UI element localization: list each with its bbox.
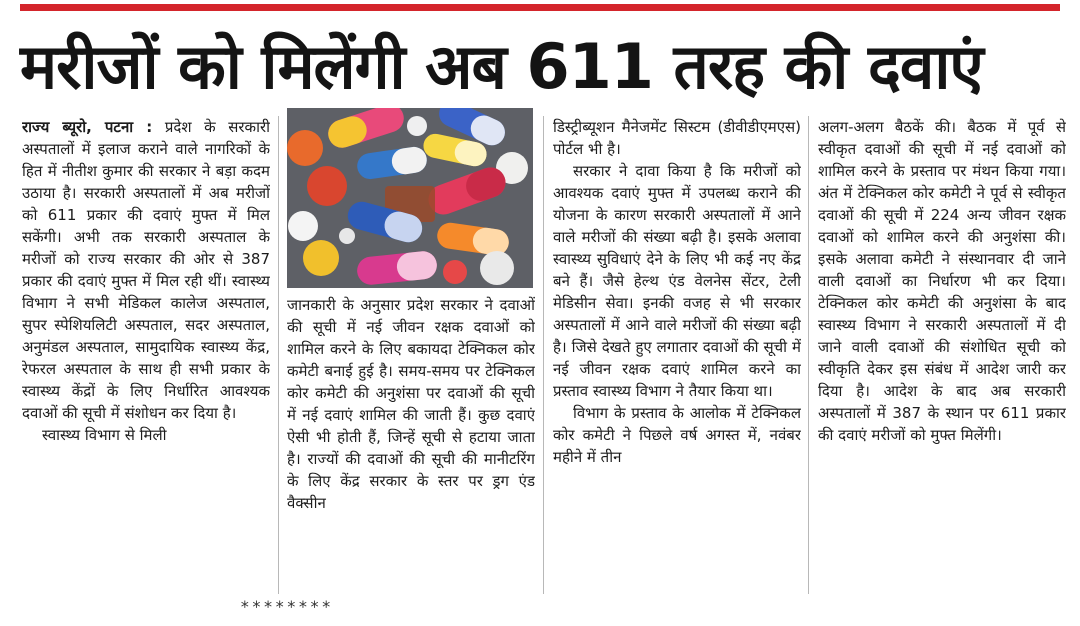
- paragraph-text: प्रदेश के सरकारी अस्पतालों में इलाज कराने वाले नागरिकों के हित में नीतीश कुमार की सरकार ने बड़ा कदम उठाया है। सरकारी अस्पतालों में अब मरीजों को 611 प्रकार की दवाएं मुफ्त में मिल सकेंगी। अभी तक सरकारी अस्पताल के मरीजों को राज्य सरकार की ओर से 387 प्रकार की दवाएं मुफ्त में मिल रही थीं। स्वास्थ्य विभाग ने सभी मेडिकल कालेज अस्पताल, सुपर स्पेशियलिटी अस्पताल, सदर अस्पताल, अनुमंडल अस्पताल, सामुदायिक स्वास्थ्य केंद्र, रेफरल अस्पताल के साथ ही सभी प्रकार के स्वास्थ्य केंद्रों के लिए निर्धारित आवश्यक दवाओं की सूची में संशोधन कर दिया है।: [22, 118, 270, 422]
- article-paragraph: अलग-अलग बैठकें की। बैठक में पूर्व से स्वीकृत दवाओं की सूची में नई दवाओं को शामिल करने के प्रस्ताव पर मंथन किया गया। अंत में टेक्निकल कोर कमेटी ने पूर्व से स्वीकृत दवाओं की सूची में 224 अन्य जीवन रक्षक दवाओं को शामिल करने की अनुशंसा की। इसके अलावा कमेटी ने संस्थानवार दी जाने वाली दवाओं का निर्धारण भी कर दिया। टेक्निकल कोर कमेटी की अनुशंसा के बाद स्वास्थ्य विभाग ने सरकारी अस्पतालों में दी जाने वाली दवाओं की संशोधित सूची को स्वीकृति देकर इस संबंध में आदेश जारी कर दिया है। आदेश के बाद अब सरकारी अस्पतालों में 387 के स्थान पर 611 प्रकार की दवाएं मरीजों को मुफ्त मिलेंगी।: [818, 118, 1066, 444]
- end-separator: ********: [240, 597, 334, 616]
- article-paragraph: डिस्ट्रीब्यूशन मैनेजमेंट सिस्टम (डीवीडीएमएस) पोर्टल भी है।: [553, 118, 801, 158]
- article-paragraph: स्वास्थ्य विभाग से मिली: [42, 426, 167, 444]
- headline: मरीजों को मिलेंगी अब 611 तरह की दवाएं: [20, 30, 983, 103]
- article-column-1: [22, 116, 270, 596]
- top-red-rule: [20, 4, 1060, 11]
- article-paragraph: विभाग के प्रस्ताव के आलोक में टेक्निकल कोर कमेटी ने पिछले वर्ष अगस्त में, नवंबर महीने में तीन: [553, 404, 801, 466]
- article-paragraph: [22, 116, 270, 424]
- byline: राज्य ब्यूरो, पटना :: [22, 118, 153, 136]
- article-paragraph: जानकारी के अनुसार प्रदेश सरकार ने दवाओं की सूची में नई जीवन रक्षक दवाओं को शामिल करने के लिए बकायदा टेक्निकल कोर कमेटी बनाई हुई है। समय-समय पर टेक्निकल कोर कमेटी की अनुशंसा पर दवाओं की सूची में नई दवाएं शामिल की जाती हैं। कुछ दवाएं ऐसी भी होती हैं, जिन्हें सूची से हटाया जाता है। राज्यों की दवाओं की सूची की मानीटरिंग के लिए केंद्र सरकार के स्तर पर ड्रग एंड वैक्सीन: [287, 296, 535, 512]
- column-divider: [543, 116, 544, 594]
- article-column-4: [818, 116, 1066, 596]
- article-column-3: [553, 116, 801, 596]
- medicine-pills-photo: [287, 108, 533, 288]
- article-column-2: [287, 294, 535, 596]
- pills-illustration: [287, 108, 533, 288]
- column-divider: [278, 116, 279, 594]
- column-divider: [808, 116, 809, 594]
- article-paragraph: सरकार ने दावा किया है कि मरीजों को आवश्यक दवाएं मुफ्त में उपलब्ध कराने की योजना के कारण सरकारी अस्पतालों में आने वाले मरीजों की संख्या बढ़ी है। इसके अलावा स्वास्थ्य सुविधाएं देने के लिए भी कई नए केंद्र बने हैं। जैसे हेल्थ एंड वेलनेस सेंटर, टेली मेडिसीन सेवा। इनकी वजह से भी सरकार अस्पतालों में आने वाले मरीजों की संख्या बढ़ी है। जिसे देखते हुए लगातार दवाओं की सूची में नई जीवन रक्षक दवाएं शामिल करने का प्रस्ताव स्वास्थ्य विभाग ने तैयार किया था।: [553, 162, 801, 400]
